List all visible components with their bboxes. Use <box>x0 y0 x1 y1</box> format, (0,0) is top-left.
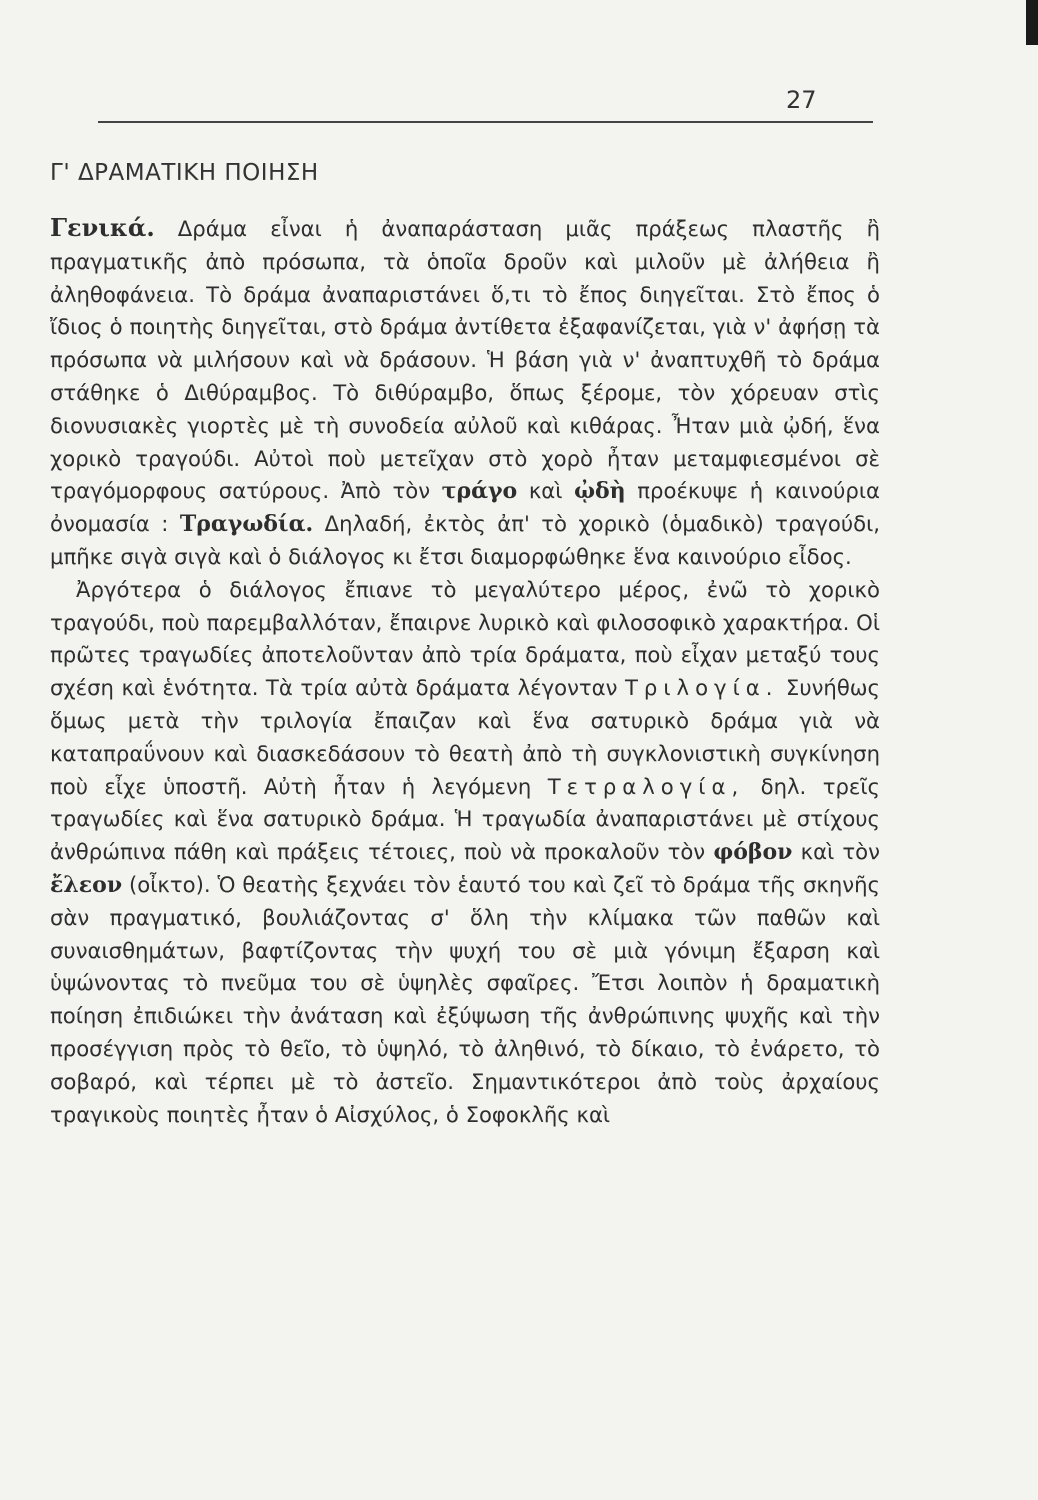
text-run: προέκυψε ἡ καινούρια ὀνομασία : <box>50 478 880 537</box>
text-run: Δράμα εἶναι ἡ ἀναπαράσταση μιᾶς πράξεως πλαστῆς ἢ πραγματικῆς ἀπὸ πρόσωπα, τὰ ὁποῖα δροῦν καὶ μιλοῦν μὲ ἀλήθεια ἢ ἀληθοφάνεια. Τὸ δράμα ἀναπαριστάνει ὅ,τι τὸ ἔπος διηγεῖται. Στὸ ἔπος ὁ ἴδιος ὁ ποιητὴς διηγεῖται, στὸ δράμα ἀντίθετα ἐξαφανίζεται, γιὰ ν' ἀφήσῃ τὰ πρόσωπα νὰ μιλήσουν καὶ νὰ δράσουν. Ἡ βάση γιὰ ν' ἀναπτυχθῆ τὸ δράμα στάθηκε ὁ Διθύραμβος. Τὸ διθύραμβο, ὅπως ξέρομε, τὸν χόρευαν στὶς διονυσιακὲς γιορτὲς μὲ τὴ συνοδεία αὐλοῦ καὶ κιθάρας. Ἦταν μιὰ ᾠδή, ἕνα χορικὸ τραγούδι. Αὐτοὶ ποὺ μετεῖχαν στὸ χορὸ ἦταν μεταμφιεσμένοι σὲ τραγόμορφους σατύρους. Ἀπὸ τὸν <box>50 216 880 504</box>
keyword-fobos: φόβον <box>713 839 793 866</box>
text-run: (οἶκτο). Ὁ θεατὴς ξεχνάει τὸν ἑαυτό του καὶ ζεῖ τὸ δράμα τῆς σκηνῆς σὰν πραγματικό, βουλιάζοντας σ' ὅλη τὴν κλίμακα τῶν παθῶν καὶ συναισθημάτων, βαφτίζοντας τὴν ψυχή του σὲ μιὰ γόνιμη ἔξαρση καὶ ὑψώνοντας τὸ πνεῦμα του σὲ ὑψηλὲς σφαῖρες. Ἔτσι λοιπὸν ἡ δραματικὴ ποίηση ἐπιδιώκει τὴν ἀνάταση καὶ ἐξύψωση τῆς ἀνθρώπινης ψυχῆς καὶ τὴν προσέγγιση πρὸς τὸ θεῖο, τὸ ὑψηλό, τὸ ἀληθινό, τὸ δίκαιο, τὸ ἐνάρετο, τὸ σοβαρό, καὶ τέρπει μὲ τὸ ἀστεῖο. Σημαντικότεροι ἀπὸ τοὺς ἀρχαίους τραγικοὺς ποιητὲς ἦταν ὁ Αἰσχύλος, ὁ Σοφοκλῆς καὶ <box>50 871 880 1127</box>
spaced-term-tetralogia: Τετραλογία, <box>547 773 745 799</box>
page-edge-shadow <box>1026 0 1038 45</box>
keyword-eleos: ἔλεον <box>50 871 123 898</box>
header-rule <box>98 121 873 123</box>
page-number: 27 <box>786 86 817 114</box>
section-heading: Γ' ΔΡΑΜΑΤΙΚΗ ΠΟΙΗΣΗ <box>50 160 319 186</box>
paragraph-trilogy <box>50 574 880 1132</box>
paragraph-general <box>50 212 880 574</box>
spaced-term-trilogia: Τριλογία. <box>624 675 779 701</box>
text-run: καὶ <box>517 478 575 504</box>
text-run: δηλ. τρεῖς τραγωδίες καὶ ἕνα σατυρικὸ δράμα. Ἡ τραγωδία ἀναπαριστάνει μὲ στίχους ἀνθρώπινα πάθη καὶ πράξεις τέτοιες, ποὺ νὰ προκαλοῦν τὸν <box>50 773 880 865</box>
text-run: Συνήθως ὅμως μετὰ τὴν τριλογία ἔπαιζαν καὶ ἕνα σατυρικὸ δράμα γιὰ νὰ καταπραΰνουν καὶ διασκεδάσουν τὸ θεατὴ ἀπὸ τὴ συγκλονιστικὴ συγκίνηση ποὺ εἶχε ὑποστῆ. Αὐτὴ ἦταν ἡ λεγόμενη <box>50 675 880 799</box>
lead-word: Γενικά. <box>50 213 155 242</box>
keyword-trago: τράγο <box>441 478 518 505</box>
text-run: καὶ τὸν <box>792 839 880 865</box>
text-run: Ἀργότερα ὁ διάλογος ἔπιανε τὸ μεγαλύτερο μέρος, ἐνῶ τὸ χορικὸ τραγούδι, ποὺ παρεμβαλλόταν, ἔπαιρνε λυρικὸ καὶ φιλοσοφικὸ χαρακτήρα. Οἱ πρῶτες τραγωδίες ἀποτελοῦνταν ἀπὸ τρία δράματα, ποὺ εἶχαν μεταξύ τους σχέση καὶ ἑνότητα. Τὰ τρία αὐτὰ δράματα λέγονταν <box>50 576 880 701</box>
keyword-ode: ᾠδὴ <box>574 478 626 505</box>
keyword-tragodia: Τραγωδία. <box>179 511 314 538</box>
body-text <box>50 212 880 1131</box>
text-run: Δηλαδή, ἐκτὸς ἀπ' τὸ χορικὸ (ὁμαδικὸ) τραγούδι, μπῆκε σιγὰ σιγὰ καὶ ὁ διάλογος κι ἔτσι διαμορφώθηκε ἕνα καινούριο εἶδος. <box>50 511 880 569</box>
